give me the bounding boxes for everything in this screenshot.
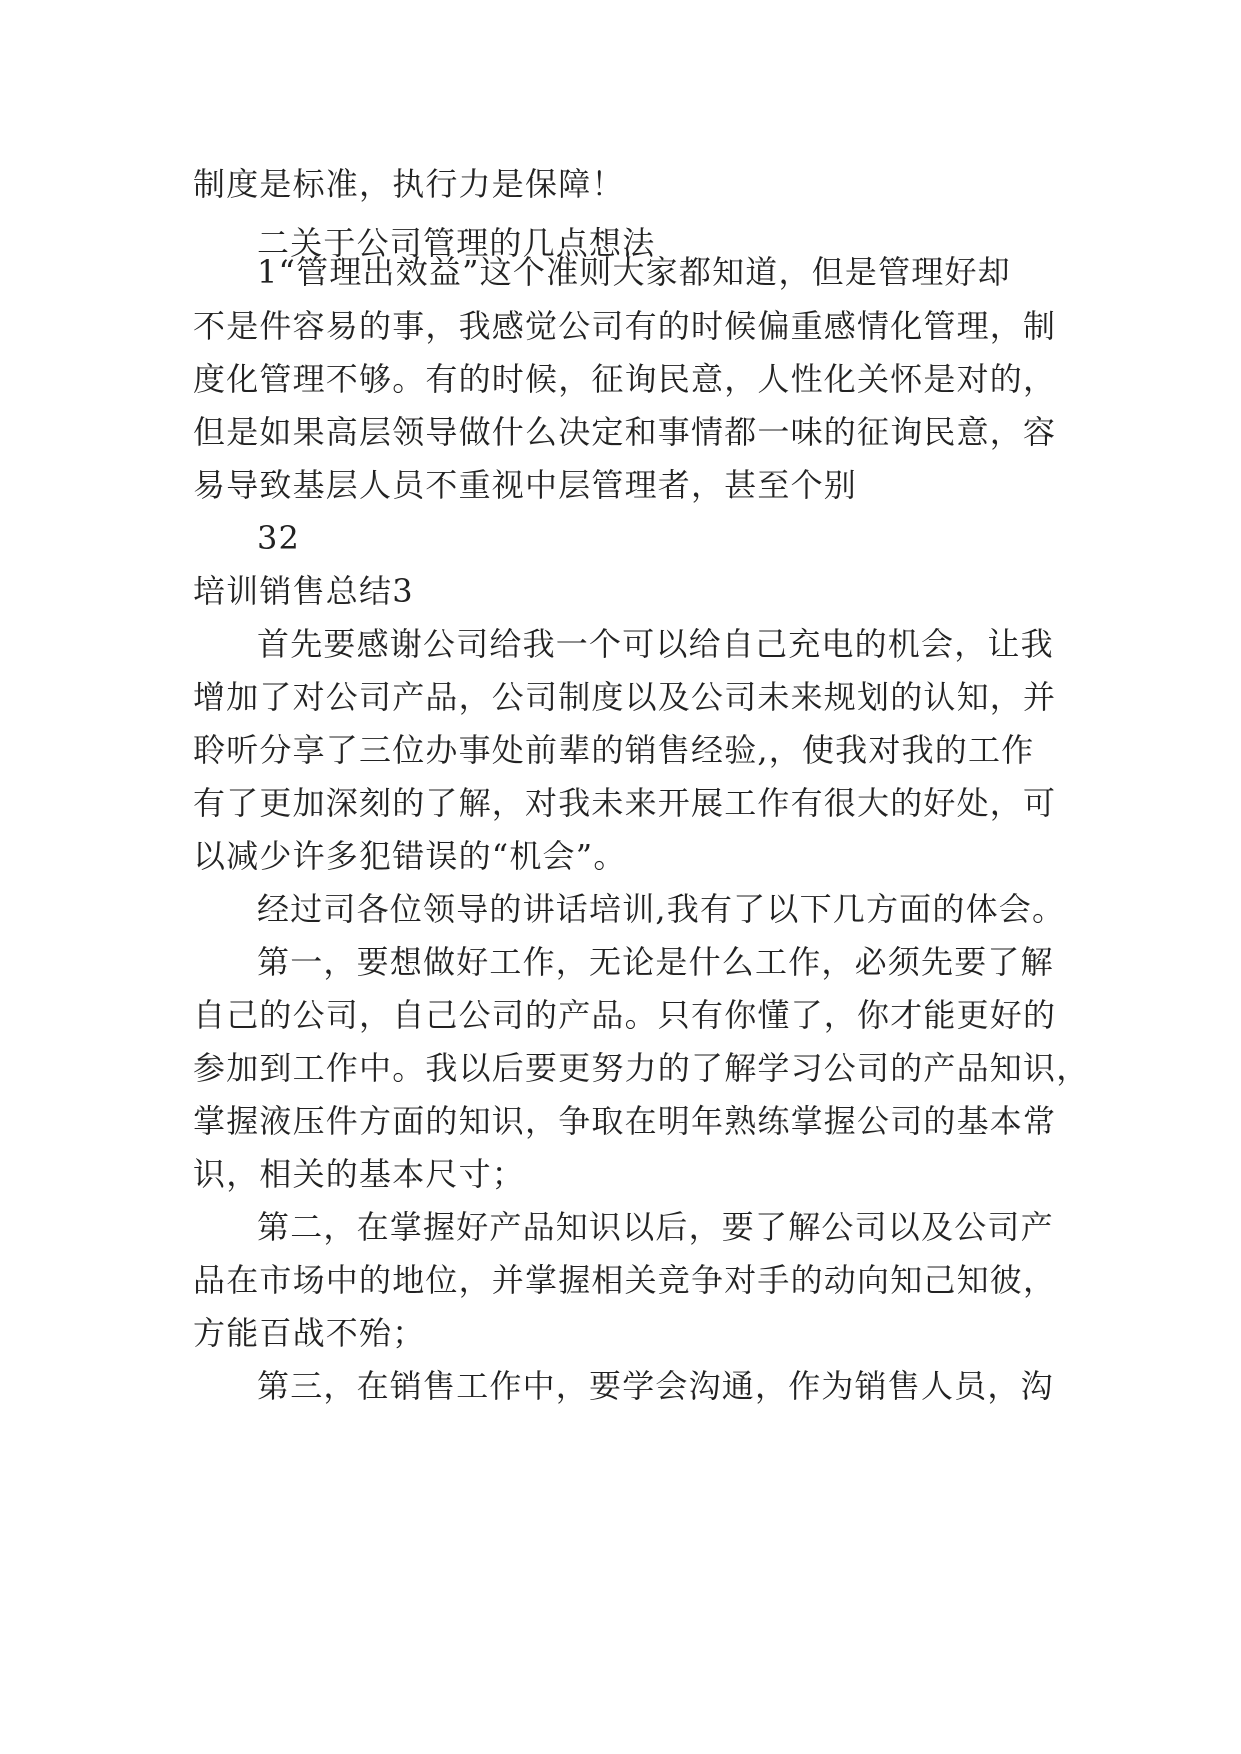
text-line: 第三，在销售工作中，要学会沟通，作为销售人员，沟: [257, 1367, 1054, 1405]
section-title: 培训销售总结3: [193, 572, 414, 610]
text-line: 经过司各位领导的讲话培训,我有了以下几方面的体会。: [257, 890, 1066, 928]
text-line: 第二，在掌握好产品知识以后，要了解公司以及公司产: [257, 1208, 1054, 1246]
text-line: 增加了对公司产品，公司制度以及公司未来规划的认知，并: [193, 678, 1057, 716]
text-line: 第一，要想做好工作，无论是什么工作，必须先要了解: [257, 943, 1054, 981]
text-line: 易导致基层人员不重视中层管理者，甚至个别: [193, 466, 858, 504]
text-line: 有了更加深刻的了解，对我未来开展工作有很大的好处，可: [193, 784, 1057, 822]
text-line: 自己的公司，自己公司的产品。只有你懂了，你才能更好的: [193, 996, 1057, 1034]
text-line: 制度是标准，执行力是保障！: [193, 165, 625, 203]
text-line: 参加到工作中。我以后要更努力的了解学习公司的产品知识，: [193, 1049, 1090, 1087]
text-line: 但是如果高层领导做什么决定和事情都一味的征询民意，容: [193, 413, 1057, 451]
section-heading: 二关于公司管理的几点想法: [257, 224, 656, 262]
text-line: 聆听分享了三位办事处前辈的销售经验,，使我对我的工作: [193, 731, 1035, 769]
text-line: 不是件容易的事，我感觉公司有的时候偏重感情化管理，制: [193, 307, 1057, 345]
text-line: 首先要感谢公司给我一个可以给自己充电的机会，让我: [257, 625, 1054, 663]
text-line: 1“管理出效益”这个准则大家都知道，但是管理好却: [257, 253, 1011, 291]
text-line: 掌握液压件方面的知识，争取在明年熟练掌握公司的基本常: [193, 1102, 1057, 1140]
page-number: 32: [257, 519, 301, 557]
text-line: 品在市场中的地位，并掌握相关竞争对手的动向知己知彼，: [193, 1261, 1057, 1299]
text-line: 识，相关的基本尺寸；: [193, 1155, 526, 1193]
text-line: 方能百战不殆；: [193, 1314, 426, 1352]
text-line: 度化管理不够。有的时候，征询民意，人性化关怀是对的，: [193, 360, 1057, 398]
text-line: 以减少许多犯错误的“机会”。: [193, 837, 627, 875]
